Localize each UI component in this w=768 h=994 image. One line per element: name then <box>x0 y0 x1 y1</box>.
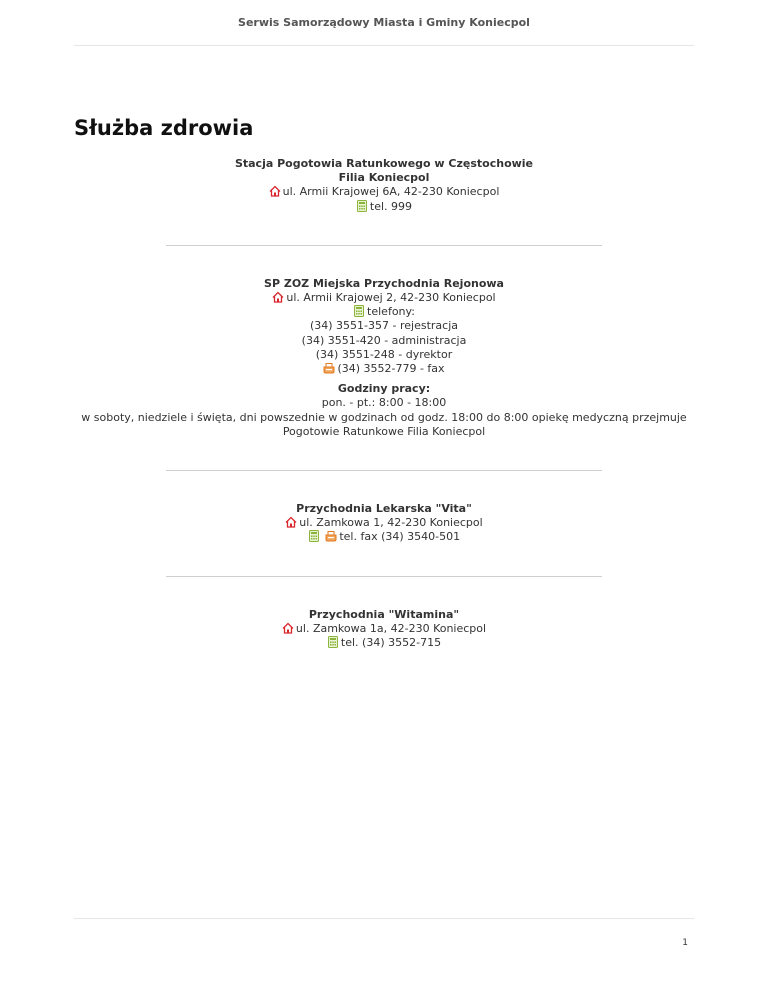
page-footer <box>74 918 694 919</box>
address-text: ul. Zamkowa 1, 42-230 Koniecpol <box>299 516 483 530</box>
section-vita <box>74 502 694 545</box>
address-line <box>74 516 694 530</box>
fax-line <box>74 362 694 376</box>
address-line <box>74 622 694 636</box>
phone-text: tel. 999 <box>369 199 413 213</box>
phone-entry: (34) 3551-357 - rejestracja <box>309 319 459 333</box>
page-header <box>74 0 694 46</box>
phone-icon <box>327 636 339 648</box>
section-name: Stacja Pogotowia Ratunkowego w Częstochowie <box>234 157 534 170</box>
phone-line <box>74 530 694 544</box>
phone-line <box>74 200 694 214</box>
content <box>74 157 694 650</box>
opening-hours <box>74 382 694 439</box>
page-number: 1 <box>682 938 688 948</box>
page-title: Służba zdrowia <box>74 116 254 140</box>
section-name: Przychodnia Lekarska "Vita" <box>296 502 472 516</box>
phones-label-line <box>74 305 694 319</box>
section-pogotowie <box>74 157 694 214</box>
phone-icon <box>356 200 368 212</box>
address-line <box>74 185 694 199</box>
home-icon <box>269 185 281 197</box>
section-divider <box>166 576 602 577</box>
section-divider <box>166 470 602 471</box>
home-icon <box>282 622 294 634</box>
phone-entry: (34) 3551-420 - administracja <box>301 333 467 347</box>
phones-label: telefony: <box>367 305 415 319</box>
phone-line <box>74 636 694 650</box>
phone-entry: (34) 3551-248 - dyrektor <box>315 347 453 361</box>
address-text: ul. Armii Krajowej 2, 42-230 Koniecpol <box>286 291 496 305</box>
hours-note-continued: Pogotowie Ratunkowe Filia Koniecpol <box>282 424 486 438</box>
phone-icon <box>353 305 365 317</box>
fax-icon <box>323 362 335 374</box>
fax-icon <box>325 530 337 542</box>
address-line <box>74 291 694 305</box>
address-text: ul. Zamkowa 1a, 42-230 Koniecpol <box>295 621 487 635</box>
section-divider <box>166 245 602 246</box>
section-subname: Filia Koniecpol <box>338 171 430 185</box>
hours-title: Godziny pracy: <box>337 382 431 396</box>
section-witamina <box>74 608 694 651</box>
phone-text: tel. fax (34) 3540-501 <box>339 530 461 544</box>
phone-text: tel. (34) 3552-715 <box>340 636 442 650</box>
section-przychodnia-rejonowa <box>74 277 694 439</box>
hours-text: pon. - pt.: 8:00 - 18:00 <box>321 396 447 410</box>
site-title: Serwis Samorządowy Miasta i Gminy Koniecpol <box>238 16 530 29</box>
phone-icon <box>308 530 320 542</box>
home-icon <box>272 291 284 303</box>
section-name: Przychodnia "Witamina" <box>308 607 460 621</box>
hours-note: w soboty, niedziele i święta, dni powszednie w godzinach od godz. 18:00 do 8:00 opiekę medyczną przejmuje <box>81 410 687 424</box>
address-text: ul. Armii Krajowej 6A, 42-230 Koniecpol <box>282 185 500 199</box>
fax-text: (34) 3552-779 - fax <box>337 362 445 376</box>
section-name: SP ZOZ Miejska Przychodnia Rejonowa <box>264 276 504 290</box>
home-icon <box>285 516 297 528</box>
